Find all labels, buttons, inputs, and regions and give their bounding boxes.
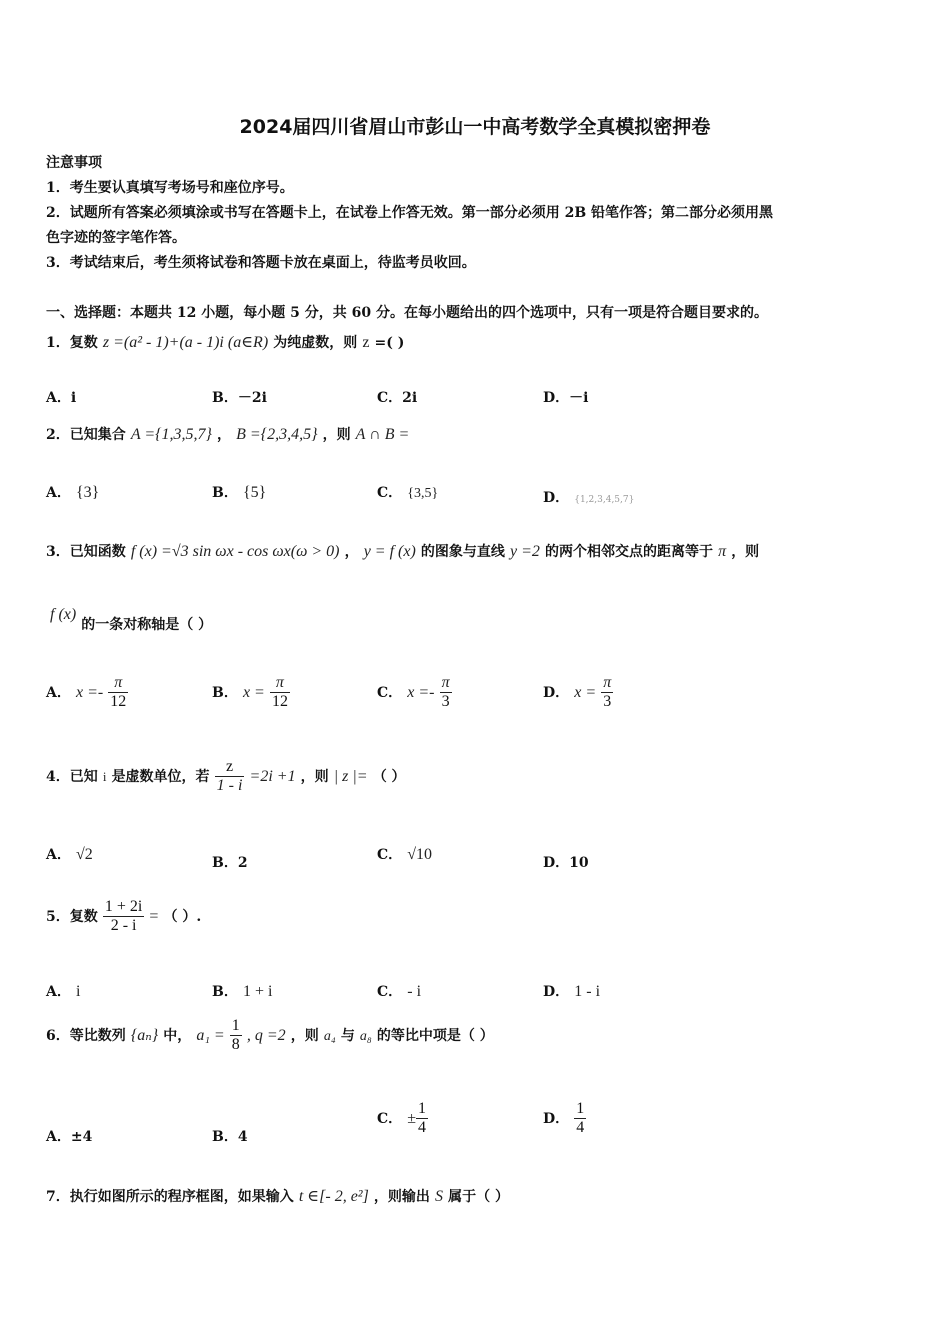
q4-option-b-value: 2 (237, 855, 248, 871)
q1-option-c[interactable]: C．2i (377, 390, 418, 406)
q3-tail: 的两个相邻交点的距离等于 (544, 544, 713, 560)
q6-mid: 中， (163, 1028, 192, 1044)
q2-set-a: A ={1,3,5,7} (130, 426, 212, 443)
q4-option-c-value: √10 (407, 846, 433, 863)
q6-option-b[interactable]: B．4 (212, 1129, 248, 1145)
q3-option-a[interactable]: A． x =- $\frac{\pi}{12}$ (46, 674, 127, 710)
q3-mid: 的图象与直线 (420, 544, 505, 560)
q5-prefix: 5．复数 (46, 909, 98, 925)
q1-z: z (362, 334, 370, 351)
q5-tail: （ ）. (163, 909, 202, 925)
q2-option-c-value: {3,5} (407, 486, 439, 501)
q3-line: y =2 (509, 543, 540, 560)
q2-option-b[interactable]: B． {5} (212, 484, 267, 501)
q5-option-a[interactable]: A． i (46, 983, 81, 1000)
q6-option-c-fraction: $\frac{1}{4}$ (418, 1100, 427, 1136)
q5-option-d-value: 1 - i (574, 983, 601, 1000)
question-3 (46, 541, 759, 561)
section-heading: 一、选择题：本题共 12 小题，每小题 5 分，共 60 分。在每小题给出的四个选项中，只有一项是符合题目要求的。 (46, 305, 768, 321)
q6-tail2: 的等比中项是（ ） (376, 1028, 494, 1044)
q4-i: i (102, 769, 107, 784)
q6-option-d-fraction: $\frac{1}{4}$ (576, 1100, 585, 1136)
q5-option-b-value: 1 + i (242, 983, 273, 1000)
question-6 (46, 1017, 494, 1054)
q5-fraction: $\frac{1 + 2i}{2 - i}$ (104, 898, 143, 934)
q3-line2-text: 的一条对称轴是（ ） (81, 617, 213, 633)
q3-function: f (x) =√3 sin ωx - cos ωx(ω > 0) (130, 543, 340, 560)
q3-sep: ， (344, 544, 359, 560)
q1-option-a[interactable]: A．i (46, 390, 77, 406)
q7-s: S (435, 1188, 443, 1205)
q6-q: , q =2 (246, 1027, 286, 1044)
question-2 (46, 424, 409, 444)
q2-sep: ， (217, 427, 232, 443)
question-1 (46, 332, 404, 352)
q7-tail: ，则输出 (373, 1189, 430, 1205)
q5-eq: = (149, 908, 159, 925)
q3-option-d[interactable]: D． x = $\frac{\pi}{3}$ (543, 674, 612, 710)
page-title: 2024届四川省眉山市彭山一中高考数学全真模拟密押卷 (239, 116, 711, 138)
q4-tail2: （ ） (372, 769, 406, 785)
q1-formula: z =(a² - 1)+(a - 1)i (a∈R) (102, 334, 269, 351)
q2-option-a-value: {3} (75, 484, 100, 501)
q6-tail: ，则 (290, 1028, 319, 1044)
q3-option-b-fraction: $\frac{\pi}{12}$ (271, 674, 288, 710)
q3-option-d-fraction: $\frac{\pi}{3}$ (603, 674, 612, 710)
q3-pi: π (718, 543, 727, 560)
notice-item: 3．考试结束后，考生须将试卷和答题卡放在桌面上，待监考员收回。 (46, 255, 476, 271)
q4-option-b[interactable]: B．2 (212, 855, 248, 871)
q3-line-2 (50, 606, 213, 634)
q6-fraction: $\frac{1}{8}$ (231, 1017, 240, 1053)
notice-item: 色字迹的签字笔作答。 (46, 230, 186, 246)
q6-seq: {aₙ} (130, 1027, 159, 1044)
q7-interval: t ∈[- 2, e²] (298, 1188, 369, 1205)
q7-prefix: 7．执行如图所示的程序框图，如果输入 (46, 1189, 294, 1205)
q3-y: y = f (x) (363, 543, 416, 560)
q2-prefix: 2．已知集合 (46, 427, 126, 443)
q4-option-a-value: √2 (75, 846, 93, 863)
question-4 (46, 758, 406, 795)
q6-and: 与 (340, 1028, 355, 1044)
q5-option-c[interactable]: C． - i (377, 983, 422, 1000)
question-5 (46, 898, 201, 935)
q6-a4: a₄ (323, 1029, 336, 1044)
q3-fx: f (x) (50, 606, 77, 623)
q4-prefix: 4．已知 (46, 769, 98, 785)
q4-option-d-value: 10 (569, 855, 589, 871)
q7-tail2: 属于（ ） (448, 1189, 509, 1205)
q6-option-d[interactable]: D． $\frac{1}{4}$ (543, 1100, 585, 1136)
q2-set-b: B ={2,3,4,5} (236, 426, 318, 443)
q3-tail2: ，则 (731, 544, 760, 560)
q3-option-c-fraction: $\frac{\pi}{3}$ (441, 674, 450, 710)
q2-tail: ，则 (322, 427, 351, 443)
q4-option-a[interactable]: A． √2 (46, 846, 93, 863)
q6-option-a[interactable]: A．±4 (46, 1129, 93, 1145)
q1-option-b[interactable]: B．－2i (212, 390, 267, 406)
question-7 (46, 1186, 509, 1206)
q3-prefix: 3．已知函数 (46, 544, 126, 560)
q6-a8: a₈ (359, 1029, 372, 1044)
q6-option-c[interactable]: C． ± $\frac{1}{4}$ (377, 1100, 427, 1136)
q5-option-a-value: i (75, 983, 81, 1000)
q3-option-a-fraction: $\frac{\pi}{12}$ (110, 674, 127, 710)
q6-prefix: 6．等比数列 (46, 1028, 126, 1044)
q2-option-d[interactable]: D． {1,2,3,4,5,7} (543, 490, 635, 506)
q4-abs: | z |= (333, 768, 368, 785)
q2-option-b-value: {5} (242, 484, 267, 501)
q4-option-c[interactable]: C． √10 (377, 846, 433, 863)
notice-item: 1．考生要认真填写考场号和座位序号。 (46, 180, 294, 196)
q6-a1: a₁ = (196, 1027, 225, 1044)
q4-mid: 是虚数单位，若 (111, 769, 210, 785)
q4-rhs: =2i +1 (249, 768, 296, 785)
q4-fraction: $\frac{z}{1 - i}$ (216, 758, 243, 794)
q2-option-d-value: {1,2,3,4,5,7} (574, 495, 635, 505)
q2-option-c[interactable]: C． {3,5} (377, 485, 439, 501)
q5-option-b[interactable]: B． 1 + i (212, 983, 273, 1000)
q5-option-c-value: - i (407, 983, 422, 1000)
q2-expr: A ∩ B = (355, 426, 410, 443)
q5-option-d[interactable]: D． 1 - i (543, 983, 601, 1000)
q1-prefix: 1．复数 (46, 335, 98, 351)
q4-tail: ，则 (300, 769, 329, 785)
q3-option-b[interactable]: B． x = $\frac{\pi}{12}$ (212, 674, 288, 710)
notice-item: 2．试题所有答案必须填涂或书写在答题卡上，在试卷上作答无效。第一部分必须用 2B 铅笔作答；第二部分必须用黑 (46, 205, 774, 221)
q3-option-c[interactable]: C． x =- $\frac{\pi}{3}$ (377, 674, 450, 710)
q1-suffix: 为纯虚数，则 (273, 335, 358, 351)
q1-option-d[interactable]: D．－i (543, 390, 589, 406)
notice-heading: 注意事项 (46, 155, 102, 171)
q4-option-d[interactable]: D．10 (543, 855, 589, 871)
q2-option-a[interactable]: A． {3} (46, 484, 100, 501)
q1-tail: =( ) (374, 335, 405, 351)
